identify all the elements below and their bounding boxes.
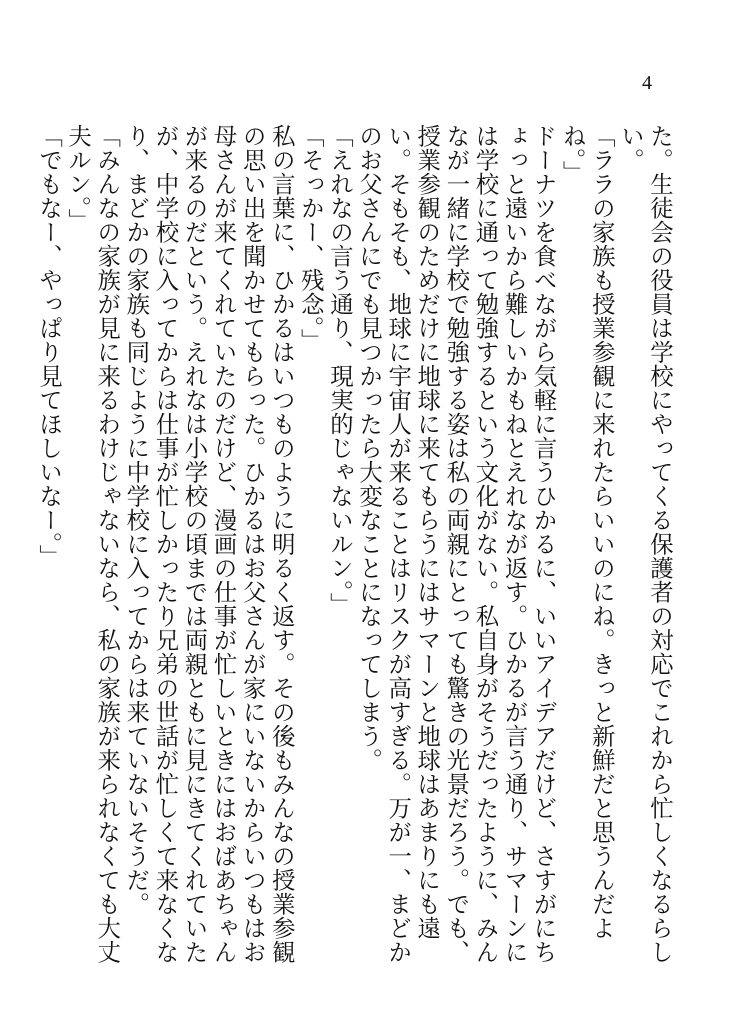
paragraph-6: 私の言葉に、ひかるはいつものように明るく返す。その後もみんなの授業参観の思い出を聞かせてもらった。ひかるはお父さんが家にいないからいつもはお母さんが来てくれていたのだけど、漫画の仕事が忙しいときにはおばあちゃんが来るのだという。えれなは小学校の頃までは両親ともに見にきてくれていたが、中学校に入ってからは仕事が忙しかったり兄弟の世話が忙しくて来なくなり、まどかの家族も同じように中学校に入ってからは来ていないそうだ。 (122, 124, 296, 964)
paragraph-2: 「ララの家族も授業参観に来れたらいいのにね。きっと新鮮だと思うんだよね。」 (558, 124, 616, 940)
paragraph-4: 「えれなの言う通り、現実的じゃないルン。」 (325, 124, 354, 617)
page-number: 4 (642, 72, 652, 94)
paragraph-8: 「でもなー、やっぱり見てほしいなー。」 (35, 124, 64, 569)
vertical-text-body (35, 124, 674, 964)
paragraph-5: 「そっかー、残念。」 (296, 124, 325, 353)
paragraph-1: た。生徒会の役員は学校にやってくる保護者の対応でこれから忙しくなるらしい。 (616, 124, 674, 964)
paragraph-7: 「みんなの家族が見に来るわけじゃないなら、私の家族が来られなくても大丈夫ルン。」 (64, 124, 122, 964)
paragraph-3: ドーナツを食べながら気軽に言うひかるに、いいアイデアだけど、さすがにちょっと遠いから難しいかもねとえれなが返す。ひかるが言う通り、サマーンには学校に通って勉強するという文化がない。私自身がそうだったように、みんなが一緒に学校で勉強する姿は私の両親にとっても驚きの光景だろう。でも、授業参観のためだけに地球に来てもらうにはサマーンと地球はあまりにも遠い。そもそも、地球に宇宙人が来ることはリスクが高すぎる。万が一、まどかのお父さんにでも見つかったら大変なことになってしまう。 (355, 124, 558, 964)
